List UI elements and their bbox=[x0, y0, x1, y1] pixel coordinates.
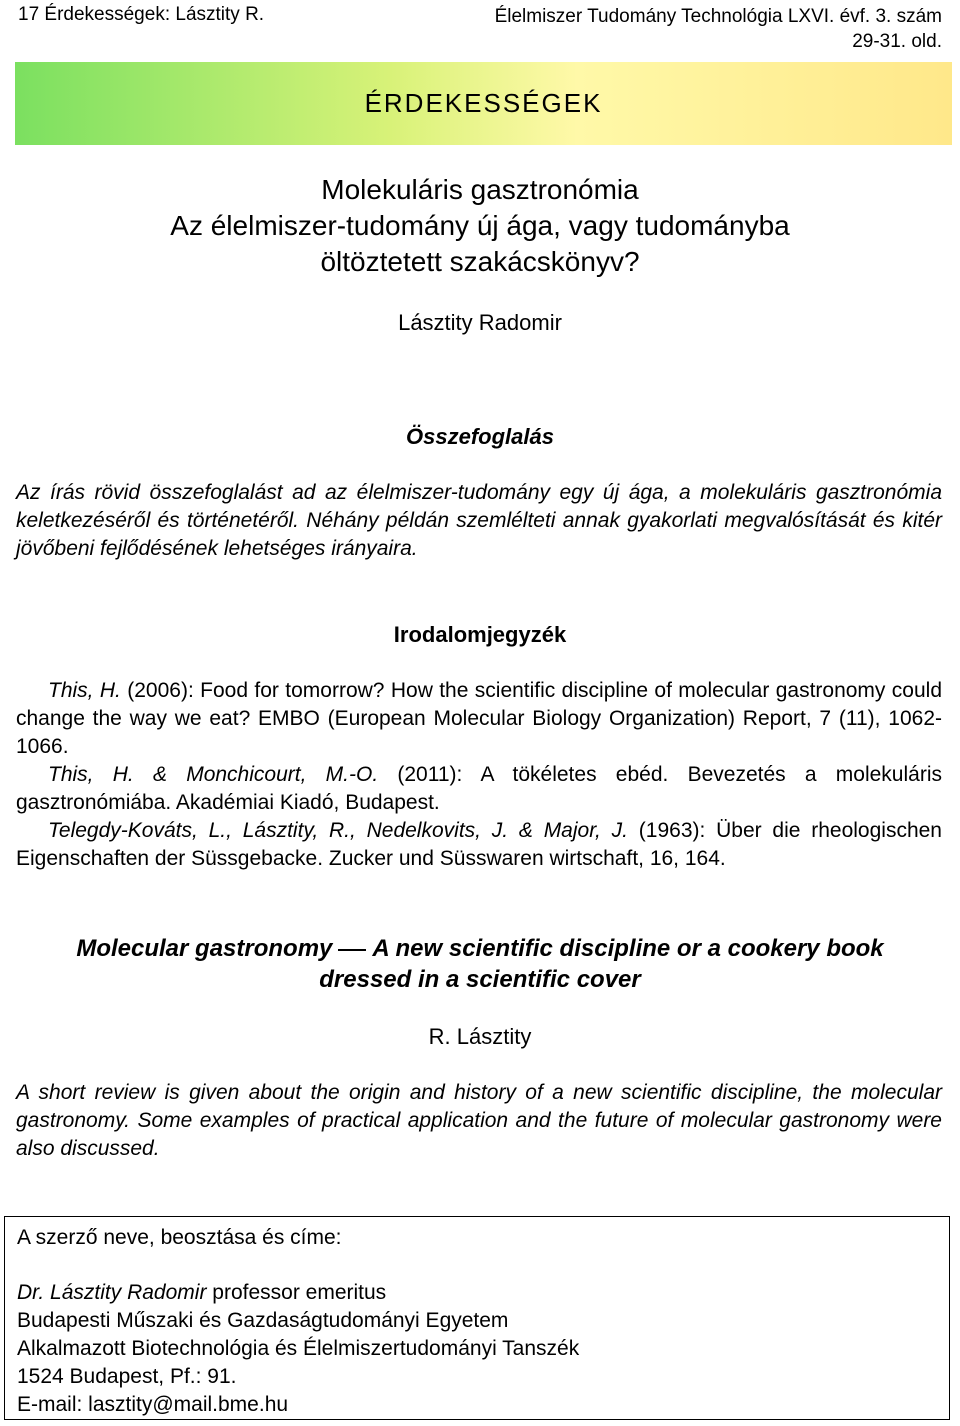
author-box-email: E-mail: lasztity@mail.bme.hu bbox=[17, 1393, 289, 1416]
reference-authors: This, H. bbox=[48, 679, 121, 702]
author-box-university: Budapesti Műszaki és Gazdaságtudományi Egyetem bbox=[17, 1309, 509, 1332]
summary-text: Az írás rövid összefoglalást ad az élelmiszer-tudomány egy új ága, a molekuláris gasztronómia keletkezéséről és történetéről. Néhány példán szemlélteti annak gyakorlati megvalósítását és kitér jövőbeni fejlődésének lehetséges irányaira. bbox=[16, 481, 942, 560]
reference-details: (1963): Über die rheologischen Eigenschaften der Süssgebacke. Zucker und Süsswaren wirtschaft, 16, 164. bbox=[16, 819, 942, 870]
reference-item bbox=[16, 817, 942, 873]
author-box-name: Dr. Lásztity Radomir bbox=[17, 1281, 207, 1304]
english-title-part-1: Molecular gastronomy bbox=[76, 935, 333, 962]
title-line-1: Molekuláris gasztronómia bbox=[321, 174, 639, 205]
references-heading: Irodalomjegyzék bbox=[393, 622, 567, 647]
reference-details: (2011): A tökéletes ebéd. Bevezetés a molekuláris gasztronómiába. Akadémiai Kiadó, Budapest. bbox=[16, 763, 942, 814]
english-title-part-2: A new scientific discipline or a cookery book bbox=[372, 935, 884, 962]
reference-details: (2006): Food for tomorrow? How the scientific discipline of molecular gastronomy could change the way we eat? EMBO (European Molecular Biology Organization) Report, 7 (11), 1062-1066. bbox=[16, 679, 943, 758]
banner-text: ÉRDEKESSÉGEK bbox=[364, 88, 603, 118]
reference-item bbox=[16, 761, 942, 817]
header-left: 17 Érdekességek: Lásztity R. bbox=[18, 4, 265, 25]
author-box-address: 1524 Budapest, Pf.: 91. bbox=[17, 1365, 237, 1388]
english-title bbox=[0, 933, 960, 995]
english-abstract: A short review is given about the origin and history of a new scientific discipline, the molecular gastronomy. Some examples of practical application and the future of molecular gastronomy were also discussed. bbox=[16, 1081, 942, 1160]
reference-authors: This, H. & Monchicourt, M.-O. bbox=[48, 763, 379, 786]
section-banner bbox=[15, 62, 952, 145]
reference-item bbox=[16, 677, 942, 761]
author-box-heading: A szerző neve, beosztása és címe: bbox=[17, 1226, 342, 1249]
header-right bbox=[495, 4, 942, 54]
journal-name: Élelmiszer Tudomány Technológia LXVI. évf. 3. szám bbox=[494, 6, 942, 27]
reference-authors: Telegdy-Kováts, L., Lásztity, R., Nedelkovits, J. & Major, J. bbox=[48, 819, 628, 842]
author-box-name-line bbox=[17, 1281, 386, 1305]
page-range: 29-31. old. bbox=[852, 31, 942, 52]
article-title bbox=[0, 172, 960, 280]
title-line-2: Az élelmiszer-tudomány új ága, vagy tudományba bbox=[170, 210, 790, 241]
author-box-department: Alkalmazott Biotechnológia és Élelmiszertudományi Tanszék bbox=[17, 1337, 580, 1360]
author-info-box bbox=[4, 1216, 950, 1420]
english-author: R. Lásztity bbox=[428, 1024, 532, 1049]
english-title-line-1 bbox=[0, 933, 960, 964]
title-dash bbox=[338, 949, 366, 951]
reference-list bbox=[16, 677, 942, 873]
author-box-position: professor emeritus bbox=[206, 1281, 387, 1304]
summary-heading: Összefoglalás bbox=[406, 424, 554, 449]
title-line-3: öltöztetett szakácskönyv? bbox=[320, 246, 640, 277]
author-name: Lásztity Radomir bbox=[398, 310, 562, 335]
english-title-line-2: dressed in a scientific cover bbox=[319, 966, 641, 993]
